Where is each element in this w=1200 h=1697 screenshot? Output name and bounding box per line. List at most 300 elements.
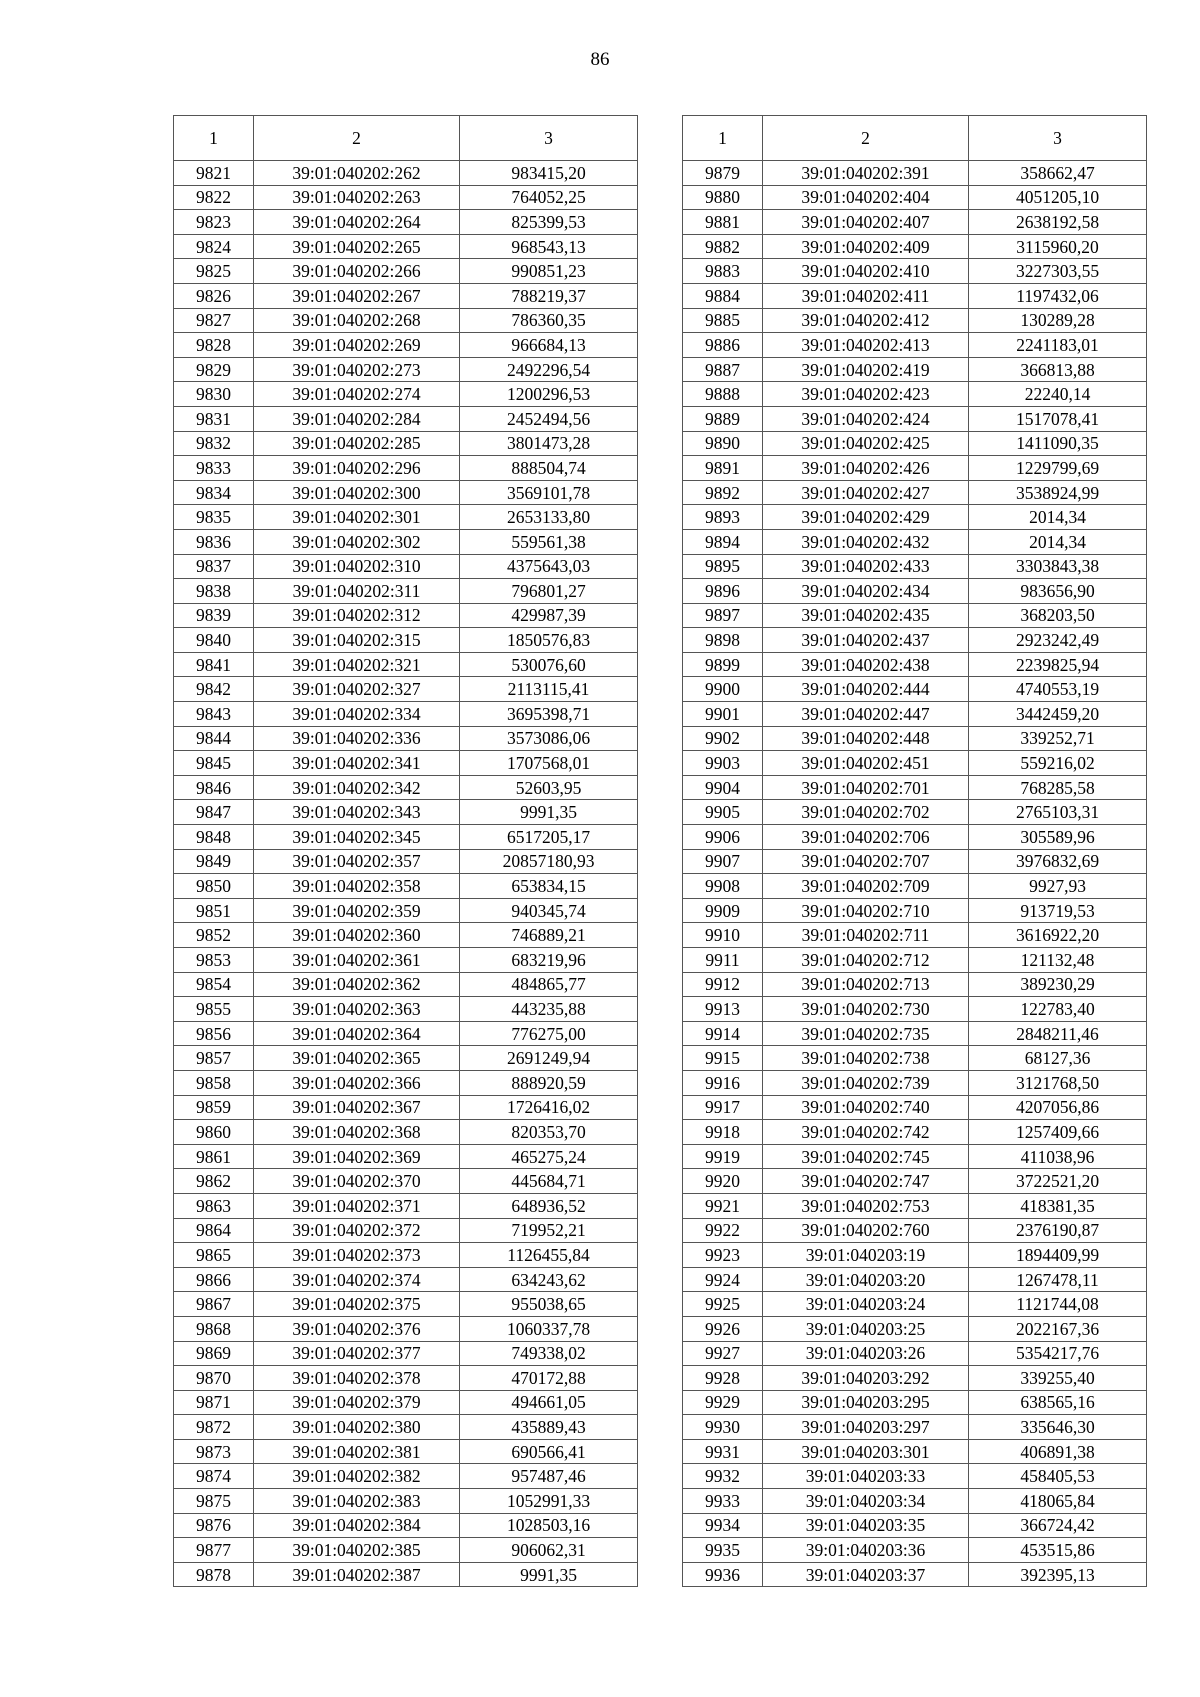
cadastral-number: 39:01:040202:312 bbox=[254, 603, 460, 628]
cadastral-value: 1267478,11 bbox=[969, 1267, 1147, 1292]
table-row bbox=[174, 997, 638, 1022]
row-number: 9857 bbox=[174, 1046, 254, 1071]
cadastral-number: 39:01:040202:713 bbox=[763, 972, 969, 997]
table-row bbox=[174, 652, 638, 677]
table-row bbox=[174, 726, 638, 751]
cadastral-number: 39:01:040202:378 bbox=[254, 1366, 460, 1391]
table-row bbox=[174, 529, 638, 554]
table-row bbox=[174, 1218, 638, 1243]
table-row bbox=[174, 1341, 638, 1366]
cadastral-number: 39:01:040202:357 bbox=[254, 849, 460, 874]
cadastral-value: 888504,74 bbox=[460, 456, 638, 481]
cadastral-number: 39:01:040202:412 bbox=[763, 308, 969, 333]
cadastral-value: 121132,48 bbox=[969, 948, 1147, 973]
row-number: 9862 bbox=[174, 1169, 254, 1194]
cadastral-number: 39:01:040202:376 bbox=[254, 1316, 460, 1341]
table-row bbox=[174, 948, 638, 973]
cadastral-number: 39:01:040202:343 bbox=[254, 800, 460, 825]
cadastral-number: 39:01:040203:20 bbox=[763, 1267, 969, 1292]
cadastral-value: 1121744,08 bbox=[969, 1292, 1147, 1317]
row-number: 9912 bbox=[683, 972, 763, 997]
row-number: 9921 bbox=[683, 1193, 763, 1218]
cadastral-value: 983656,90 bbox=[969, 579, 1147, 604]
table-row bbox=[174, 702, 638, 727]
table-row bbox=[174, 1489, 638, 1514]
cadastral-number: 39:01:040202:370 bbox=[254, 1169, 460, 1194]
row-number: 9888 bbox=[683, 382, 763, 407]
row-number: 9843 bbox=[174, 702, 254, 727]
cadastral-value: 339252,71 bbox=[969, 726, 1147, 751]
row-number: 9881 bbox=[683, 210, 763, 235]
cadastral-number: 39:01:040202:268 bbox=[254, 308, 460, 333]
cadastral-value: 2492296,54 bbox=[460, 357, 638, 382]
cadastral-value: 366724,42 bbox=[969, 1513, 1147, 1538]
cadastral-number: 39:01:040202:265 bbox=[254, 234, 460, 259]
cadastral-value: 335646,30 bbox=[969, 1415, 1147, 1440]
table-row bbox=[683, 456, 1147, 481]
row-number: 9897 bbox=[683, 603, 763, 628]
row-number: 9831 bbox=[174, 406, 254, 431]
row-number: 9850 bbox=[174, 874, 254, 899]
cadastral-number: 39:01:040202:437 bbox=[763, 628, 969, 653]
cadastral-value: 130289,28 bbox=[969, 308, 1147, 333]
row-number: 9887 bbox=[683, 357, 763, 382]
table-row bbox=[174, 1070, 638, 1095]
row-number: 9829 bbox=[174, 357, 254, 382]
row-number: 9870 bbox=[174, 1366, 254, 1391]
cadastral-value: 1126455,84 bbox=[460, 1243, 638, 1268]
row-number: 9907 bbox=[683, 849, 763, 874]
table-row bbox=[683, 259, 1147, 284]
cadastral-number: 39:01:040202:379 bbox=[254, 1390, 460, 1415]
column-header: 2 bbox=[763, 116, 969, 161]
table-row bbox=[174, 234, 638, 259]
cadastral-number: 39:01:040202:451 bbox=[763, 751, 969, 776]
table-row bbox=[174, 431, 638, 456]
cadastral-number: 39:01:040202:411 bbox=[763, 283, 969, 308]
row-number: 9877 bbox=[174, 1538, 254, 1563]
table-row bbox=[683, 751, 1147, 776]
table-row bbox=[174, 1243, 638, 1268]
cadastral-number: 39:01:040202:735 bbox=[763, 1021, 969, 1046]
cadastral-number: 39:01:040203:19 bbox=[763, 1243, 969, 1268]
cadastral-value: 4051205,10 bbox=[969, 185, 1147, 210]
table-row bbox=[683, 1464, 1147, 1489]
row-number: 9882 bbox=[683, 234, 763, 259]
cadastral-value: 913719,53 bbox=[969, 898, 1147, 923]
row-number: 9878 bbox=[174, 1562, 254, 1587]
cadastral-number: 39:01:040202:372 bbox=[254, 1218, 460, 1243]
table-row bbox=[683, 406, 1147, 431]
table-row bbox=[174, 1562, 638, 1587]
cadastral-number: 39:01:040202:285 bbox=[254, 431, 460, 456]
cadastral-number: 39:01:040202:710 bbox=[763, 898, 969, 923]
table-row bbox=[683, 849, 1147, 874]
row-number: 9827 bbox=[174, 308, 254, 333]
cadastral-number: 39:01:040202:432 bbox=[763, 529, 969, 554]
row-number: 9917 bbox=[683, 1095, 763, 1120]
table-row bbox=[174, 923, 638, 948]
table-row bbox=[174, 382, 638, 407]
cadastral-number: 39:01:040202:383 bbox=[254, 1489, 460, 1514]
table-row bbox=[683, 1021, 1147, 1046]
table-row bbox=[683, 161, 1147, 186]
table-row bbox=[683, 480, 1147, 505]
table-row bbox=[683, 283, 1147, 308]
cadastral-value: 690566,41 bbox=[460, 1439, 638, 1464]
cadastral-value: 484865,77 bbox=[460, 972, 638, 997]
cadastral-number: 39:01:040202:336 bbox=[254, 726, 460, 751]
table-row bbox=[174, 1193, 638, 1218]
row-number: 9926 bbox=[683, 1316, 763, 1341]
cadastral-value: 1894409,99 bbox=[969, 1243, 1147, 1268]
cadastral-number: 39:01:040202:273 bbox=[254, 357, 460, 382]
column-header: 3 bbox=[460, 116, 638, 161]
table-row bbox=[683, 1513, 1147, 1538]
cadastral-number: 39:01:040202:311 bbox=[254, 579, 460, 604]
cadastral-value: 5354217,76 bbox=[969, 1341, 1147, 1366]
cadastral-value: 2691249,94 bbox=[460, 1046, 638, 1071]
cadastral-value: 1257409,66 bbox=[969, 1120, 1147, 1145]
row-number: 9914 bbox=[683, 1021, 763, 1046]
row-number: 9880 bbox=[683, 185, 763, 210]
cadastral-number: 39:01:040202:702 bbox=[763, 800, 969, 825]
header-row bbox=[174, 116, 638, 161]
cadastral-number: 39:01:040202:368 bbox=[254, 1120, 460, 1145]
table-row bbox=[683, 1243, 1147, 1268]
table-row bbox=[174, 554, 638, 579]
table-row bbox=[683, 972, 1147, 997]
row-number: 9928 bbox=[683, 1366, 763, 1391]
row-number: 9859 bbox=[174, 1095, 254, 1120]
cadastral-number: 39:01:040202:366 bbox=[254, 1070, 460, 1095]
cadastral-value: 764052,25 bbox=[460, 185, 638, 210]
table-row bbox=[174, 456, 638, 481]
table-row bbox=[683, 1538, 1147, 1563]
table-row bbox=[174, 898, 638, 923]
cadastral-value: 22240,14 bbox=[969, 382, 1147, 407]
cadastral-number: 39:01:040202:334 bbox=[254, 702, 460, 727]
cadastral-number: 39:01:040202:424 bbox=[763, 406, 969, 431]
header-row bbox=[683, 116, 1147, 161]
cadastral-number: 39:01:040202:407 bbox=[763, 210, 969, 235]
cadastral-value: 1517078,41 bbox=[969, 406, 1147, 431]
cadastral-number: 39:01:040202:364 bbox=[254, 1021, 460, 1046]
cadastral-number: 39:01:040203:37 bbox=[763, 1562, 969, 1587]
row-number: 9875 bbox=[174, 1489, 254, 1514]
cadastral-value: 796801,27 bbox=[460, 579, 638, 604]
row-number: 9896 bbox=[683, 579, 763, 604]
row-number: 9929 bbox=[683, 1390, 763, 1415]
cadastral-value: 3801473,28 bbox=[460, 431, 638, 456]
row-number: 9886 bbox=[683, 333, 763, 358]
cadastral-value: 1411090,35 bbox=[969, 431, 1147, 456]
cadastral-value: 648936,52 bbox=[460, 1193, 638, 1218]
cadastral-number: 39:01:040202:434 bbox=[763, 579, 969, 604]
cadastral-number: 39:01:040202:423 bbox=[763, 382, 969, 407]
row-number: 9872 bbox=[174, 1415, 254, 1440]
row-number: 9841 bbox=[174, 652, 254, 677]
table-row bbox=[683, 997, 1147, 1022]
cadastral-number: 39:01:040203:301 bbox=[763, 1439, 969, 1464]
cadastral-number: 39:01:040203:33 bbox=[763, 1464, 969, 1489]
cadastral-number: 39:01:040202:266 bbox=[254, 259, 460, 284]
cadastral-value: 1197432,06 bbox=[969, 283, 1147, 308]
row-number: 9833 bbox=[174, 456, 254, 481]
cadastral-value: 2241183,01 bbox=[969, 333, 1147, 358]
row-number: 9908 bbox=[683, 874, 763, 899]
cadastral-value: 559216,02 bbox=[969, 751, 1147, 776]
cadastral-value: 443235,88 bbox=[460, 997, 638, 1022]
cadastral-number: 39:01:040202:409 bbox=[763, 234, 969, 259]
cadastral-number: 39:01:040202:301 bbox=[254, 505, 460, 530]
cadastral-value: 2239825,94 bbox=[969, 652, 1147, 677]
row-number: 9909 bbox=[683, 898, 763, 923]
cadastral-value: 888920,59 bbox=[460, 1070, 638, 1095]
row-number: 9884 bbox=[683, 283, 763, 308]
table-row bbox=[683, 628, 1147, 653]
table-row bbox=[683, 1193, 1147, 1218]
cadastral-number: 39:01:040202:410 bbox=[763, 259, 969, 284]
cadastral-number: 39:01:040202:742 bbox=[763, 1120, 969, 1145]
table-row bbox=[174, 1538, 638, 1563]
cadastral-number: 39:01:040202:263 bbox=[254, 185, 460, 210]
table-row bbox=[683, 210, 1147, 235]
table-row bbox=[174, 1046, 638, 1071]
cadastral-number: 39:01:040203:295 bbox=[763, 1390, 969, 1415]
cadastral-value: 20857180,93 bbox=[460, 849, 638, 874]
cadastral-value: 1229799,69 bbox=[969, 456, 1147, 481]
table-row bbox=[174, 800, 638, 825]
column-header: 1 bbox=[683, 116, 763, 161]
cadastral-value: 6517205,17 bbox=[460, 825, 638, 850]
row-number: 9839 bbox=[174, 603, 254, 628]
cadastral-value: 968543,13 bbox=[460, 234, 638, 259]
cadastral-number: 39:01:040203:25 bbox=[763, 1316, 969, 1341]
table-row bbox=[683, 1366, 1147, 1391]
cadastral-number: 39:01:040202:296 bbox=[254, 456, 460, 481]
cadastral-value: 2923242,49 bbox=[969, 628, 1147, 653]
table-row bbox=[683, 800, 1147, 825]
cadastral-number: 39:01:040202:284 bbox=[254, 406, 460, 431]
cadastral-number: 39:01:040202:300 bbox=[254, 480, 460, 505]
table-row bbox=[174, 283, 638, 308]
row-number: 9851 bbox=[174, 898, 254, 923]
row-number: 9920 bbox=[683, 1169, 763, 1194]
cadastral-value: 305589,96 bbox=[969, 825, 1147, 850]
row-number: 9834 bbox=[174, 480, 254, 505]
cadastral-value: 3695398,71 bbox=[460, 702, 638, 727]
row-number: 9826 bbox=[174, 283, 254, 308]
cadastral-value: 530076,60 bbox=[460, 652, 638, 677]
table-row bbox=[174, 579, 638, 604]
cadastral-value: 3227303,55 bbox=[969, 259, 1147, 284]
table-row bbox=[174, 505, 638, 530]
cadastral-value: 2765103,31 bbox=[969, 800, 1147, 825]
row-number: 9847 bbox=[174, 800, 254, 825]
row-number: 9893 bbox=[683, 505, 763, 530]
row-number: 9885 bbox=[683, 308, 763, 333]
row-number: 9916 bbox=[683, 1070, 763, 1095]
table-row bbox=[174, 628, 638, 653]
table-row bbox=[683, 726, 1147, 751]
cadastral-number: 39:01:040202:381 bbox=[254, 1439, 460, 1464]
row-number: 9863 bbox=[174, 1193, 254, 1218]
row-number: 9895 bbox=[683, 554, 763, 579]
cadastral-number: 39:01:040202:444 bbox=[763, 677, 969, 702]
cadastral-value: 470172,88 bbox=[460, 1366, 638, 1391]
cadastral-number: 39:01:040202:274 bbox=[254, 382, 460, 407]
cadastral-value: 906062,31 bbox=[460, 1538, 638, 1563]
row-number: 9860 bbox=[174, 1120, 254, 1145]
table-row bbox=[174, 1366, 638, 1391]
row-number: 9832 bbox=[174, 431, 254, 456]
row-number: 9869 bbox=[174, 1341, 254, 1366]
cadastral-value: 2014,34 bbox=[969, 529, 1147, 554]
table-row bbox=[174, 1144, 638, 1169]
cadastral-value: 389230,29 bbox=[969, 972, 1147, 997]
cadastral-value: 638565,16 bbox=[969, 1390, 1147, 1415]
cadastral-value: 786360,35 bbox=[460, 308, 638, 333]
cadastral-number: 39:01:040202:747 bbox=[763, 1169, 969, 1194]
row-number: 9835 bbox=[174, 505, 254, 530]
table-row bbox=[683, 579, 1147, 604]
cadastral-number: 39:01:040202:427 bbox=[763, 480, 969, 505]
table-row bbox=[174, 161, 638, 186]
row-number: 9874 bbox=[174, 1464, 254, 1489]
cadastral-number: 39:01:040202:380 bbox=[254, 1415, 460, 1440]
table-row bbox=[683, 1267, 1147, 1292]
table-row bbox=[174, 1095, 638, 1120]
row-number: 9828 bbox=[174, 333, 254, 358]
table-row bbox=[683, 1095, 1147, 1120]
cadastral-value: 966684,13 bbox=[460, 333, 638, 358]
cadastral-number: 39:01:040203:35 bbox=[763, 1513, 969, 1538]
row-number: 9866 bbox=[174, 1267, 254, 1292]
cadastral-value: 2113115,41 bbox=[460, 677, 638, 702]
row-number: 9838 bbox=[174, 579, 254, 604]
cadastral-value: 9991,35 bbox=[460, 800, 638, 825]
page-number: 86 bbox=[590, 49, 610, 70]
cadastral-value: 418381,35 bbox=[969, 1193, 1147, 1218]
cadastral-number: 39:01:040202:447 bbox=[763, 702, 969, 727]
cadastral-number: 39:01:040202:374 bbox=[254, 1267, 460, 1292]
row-number: 9899 bbox=[683, 652, 763, 677]
table-row bbox=[683, 702, 1147, 727]
table-row bbox=[683, 1070, 1147, 1095]
cadastral-number: 39:01:040202:360 bbox=[254, 923, 460, 948]
cadastral-value: 634243,62 bbox=[460, 1267, 638, 1292]
cadastral-number: 39:01:040202:739 bbox=[763, 1070, 969, 1095]
table-row bbox=[174, 1267, 638, 1292]
row-number: 9911 bbox=[683, 948, 763, 973]
table-row bbox=[174, 1169, 638, 1194]
table-row bbox=[683, 234, 1147, 259]
row-number: 9889 bbox=[683, 406, 763, 431]
table-row bbox=[683, 431, 1147, 456]
table-row bbox=[683, 1218, 1147, 1243]
data-table-left bbox=[173, 115, 638, 1587]
row-number: 9894 bbox=[683, 529, 763, 554]
table-row bbox=[683, 185, 1147, 210]
table-row bbox=[174, 1120, 638, 1145]
cadastral-value: 2376190,87 bbox=[969, 1218, 1147, 1243]
cadastral-number: 39:01:040203:24 bbox=[763, 1292, 969, 1317]
row-number: 9900 bbox=[683, 677, 763, 702]
cadastral-value: 653834,15 bbox=[460, 874, 638, 899]
row-number: 9935 bbox=[683, 1538, 763, 1563]
row-number: 9876 bbox=[174, 1513, 254, 1538]
row-number: 9931 bbox=[683, 1439, 763, 1464]
row-number: 9855 bbox=[174, 997, 254, 1022]
cadastral-value: 1850576,83 bbox=[460, 628, 638, 653]
row-number: 9821 bbox=[174, 161, 254, 186]
cadastral-value: 1060337,78 bbox=[460, 1316, 638, 1341]
table-row bbox=[683, 775, 1147, 800]
cadastral-number: 39:01:040202:373 bbox=[254, 1243, 460, 1268]
cadastral-number: 39:01:040203:292 bbox=[763, 1366, 969, 1391]
cadastral-value: 776275,00 bbox=[460, 1021, 638, 1046]
cadastral-value: 366813,88 bbox=[969, 357, 1147, 382]
cadastral-number: 39:01:040202:310 bbox=[254, 554, 460, 579]
cadastral-value: 2452494,56 bbox=[460, 406, 638, 431]
cadastral-number: 39:01:040202:359 bbox=[254, 898, 460, 923]
row-number: 9932 bbox=[683, 1464, 763, 1489]
cadastral-number: 39:01:040202:321 bbox=[254, 652, 460, 677]
table-row bbox=[174, 480, 638, 505]
table-row bbox=[174, 849, 638, 874]
cadastral-number: 39:01:040202:753 bbox=[763, 1193, 969, 1218]
row-number: 9822 bbox=[174, 185, 254, 210]
row-number: 9873 bbox=[174, 1439, 254, 1464]
table-row bbox=[683, 652, 1147, 677]
cadastral-number: 39:01:040202:315 bbox=[254, 628, 460, 653]
cadastral-value: 749338,02 bbox=[460, 1341, 638, 1366]
row-number: 9919 bbox=[683, 1144, 763, 1169]
table-row bbox=[683, 333, 1147, 358]
table-row bbox=[174, 1439, 638, 1464]
row-number: 9905 bbox=[683, 800, 763, 825]
row-number: 9861 bbox=[174, 1144, 254, 1169]
cadastral-number: 39:01:040202:760 bbox=[763, 1218, 969, 1243]
data-table-right bbox=[682, 115, 1147, 1587]
table-row bbox=[174, 1464, 638, 1489]
cadastral-number: 39:01:040202:362 bbox=[254, 972, 460, 997]
cadastral-number: 39:01:040202:730 bbox=[763, 997, 969, 1022]
table-row bbox=[174, 751, 638, 776]
row-number: 9840 bbox=[174, 628, 254, 653]
table-row bbox=[174, 357, 638, 382]
cadastral-value: 1707568,01 bbox=[460, 751, 638, 776]
table-row bbox=[174, 210, 638, 235]
table-row bbox=[683, 948, 1147, 973]
cadastral-value: 68127,36 bbox=[969, 1046, 1147, 1071]
cadastral-value: 3538924,99 bbox=[969, 480, 1147, 505]
cadastral-number: 39:01:040202:738 bbox=[763, 1046, 969, 1071]
cadastral-value: 940345,74 bbox=[460, 898, 638, 923]
cadastral-value: 3569101,78 bbox=[460, 480, 638, 505]
row-number: 9856 bbox=[174, 1021, 254, 1046]
row-number: 9871 bbox=[174, 1390, 254, 1415]
table-row bbox=[174, 406, 638, 431]
cadastral-number: 39:01:040202:341 bbox=[254, 751, 460, 776]
column-header: 3 bbox=[969, 116, 1147, 161]
cadastral-value: 957487,46 bbox=[460, 1464, 638, 1489]
cadastral-number: 39:01:040202:707 bbox=[763, 849, 969, 874]
cadastral-value: 122783,40 bbox=[969, 997, 1147, 1022]
row-number: 9918 bbox=[683, 1120, 763, 1145]
cadastral-value: 3115960,20 bbox=[969, 234, 1147, 259]
